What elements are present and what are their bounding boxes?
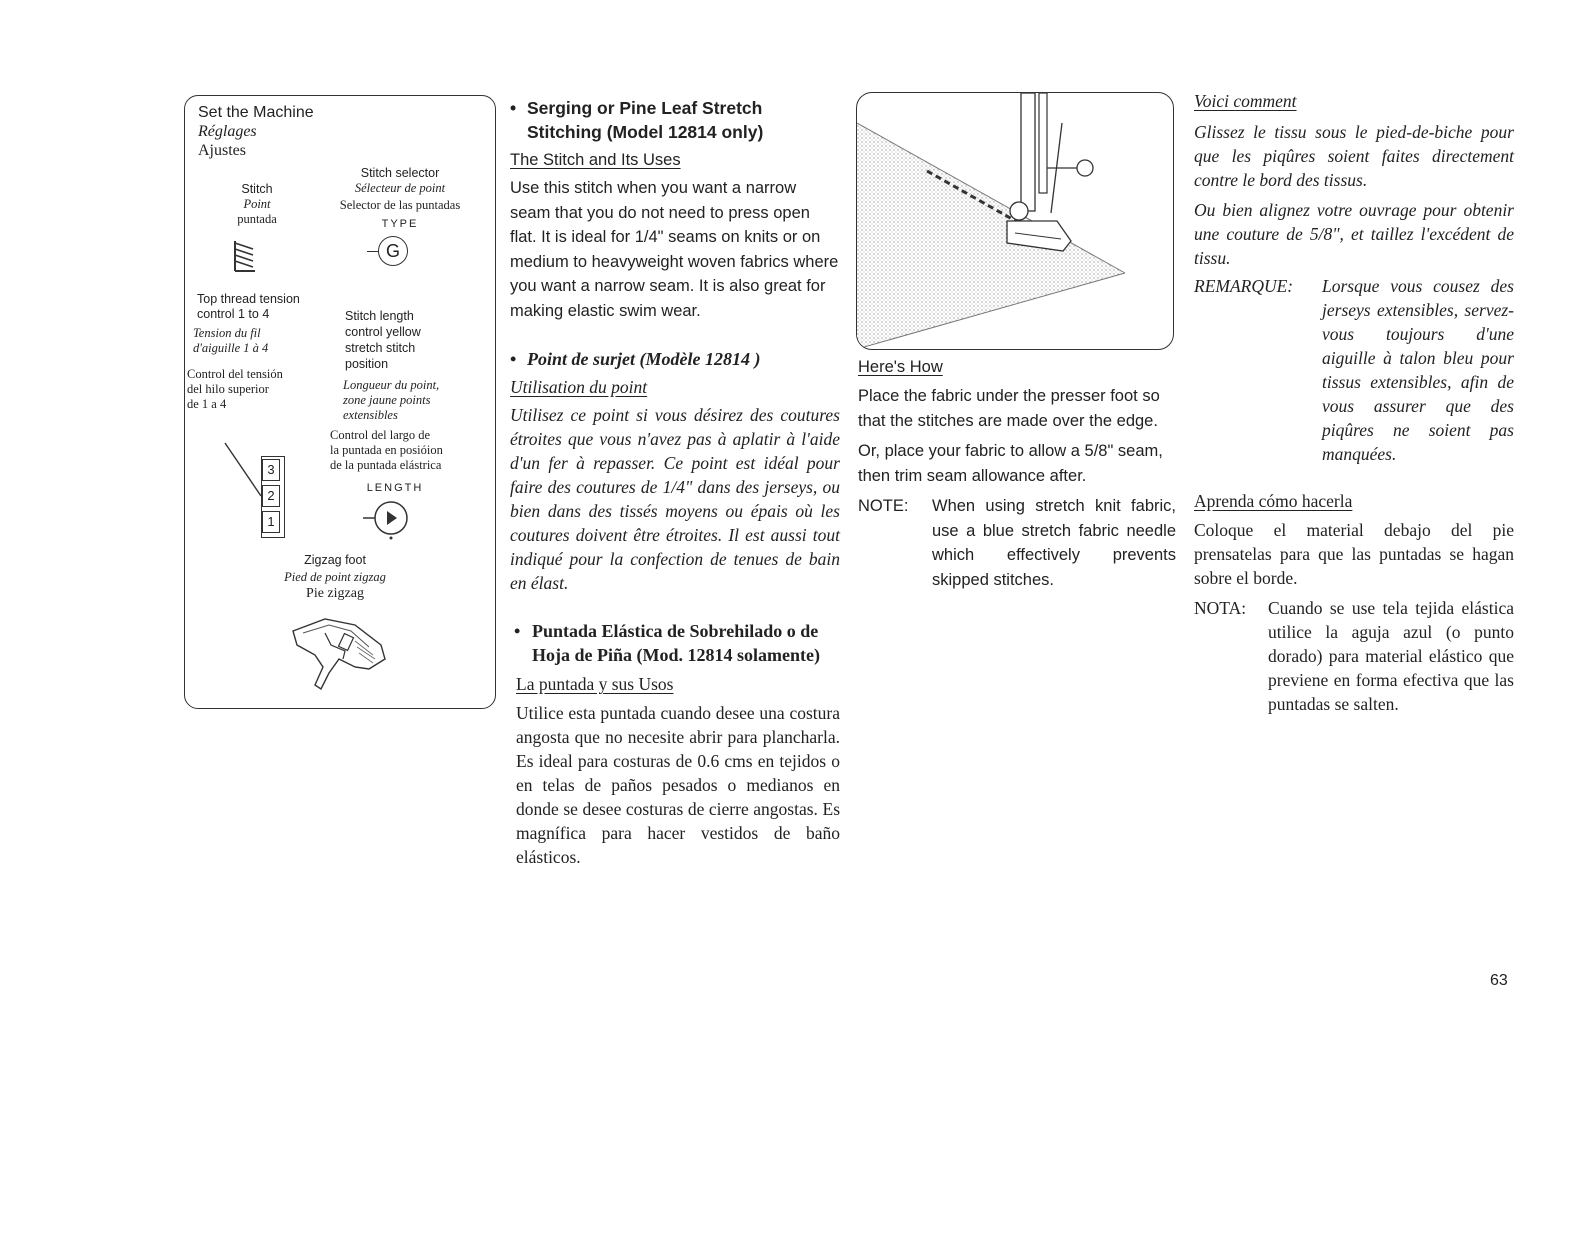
tension-dial-2: 2 (262, 485, 280, 507)
body-en: Use this stitch when you want a narrow seam that you do not need to press open flat. It is ideal for 1/4" seams on knits or on medium to heavyweight woven fabrics where you want a narrow seam. It is also great for making elastic swim wear. (510, 179, 839, 320)
length-label: LENGTH (366, 482, 424, 494)
set-machine-title-es: Ajustes (198, 142, 246, 159)
selector-label-en: Stitch selector (360, 166, 440, 180)
voici-comment-p1: Glissez le tissu sous le pied-de-biche pour que les piqûres soient faites directement contre le bord des tissus. (1194, 122, 1514, 190)
length-label-en-3: stretch stitch (345, 341, 416, 355)
remarque-note (1194, 274, 1514, 466)
stitch-uses-column (510, 96, 840, 869)
set-machine-title: Set the Machine (198, 104, 314, 121)
fabric-under-foot-illustration (857, 93, 1173, 349)
length-label-fr-1: Longueur du point, (343, 378, 440, 392)
heading-fr-text: Point de surjet (Modèle 12814 ) (527, 349, 761, 369)
stretch-stitch-symbol-icon (231, 239, 261, 273)
heres-how-p2: Or, place your fabric to allow a 5/8" seam, then trim seam allowance after. (858, 442, 1163, 485)
body-es: Utilice esta puntada cuando desee una costura angosta que no necesite abrir para plancharla. Es ideal para costuras de 0.6 cms en tejidos o en telas de paños pesados o medianos en donde se desee costuras de cierre angostas. Es magnífica para hacer vestidos de baño elásticos. (516, 703, 840, 867)
heading-es-line-1: Puntada Elástica de Sobrehilado o de (532, 621, 819, 641)
voici-comment-heading: Voici comment (1194, 91, 1297, 111)
remarque-text: Lorsque vous cousez des jerseys extensibles, servez-vous toujours d'une aiguille à talon bleu pour tissus extensibles, afin de vous assurer que des piqûres ne soient pas manquées. (1322, 276, 1514, 464)
tension-dial (261, 456, 285, 538)
tension-label-fr-1: Tension du fil (193, 326, 261, 340)
tension-label-es-3: de 1 a 4 (187, 397, 227, 411)
nota-text: Cuando se use tela tejida elástica utilice la aguja azul (o punto dorado) para material elástico que previene en forma efectiva que las puntadas se salten. (1268, 598, 1514, 714)
subheading-fr: Utilisation du point (510, 377, 648, 397)
heading-en-line-2: Stitching (Model 12814 only) (527, 122, 764, 142)
length-label-es-2: la puntada en posióion (330, 443, 443, 457)
aprenda-heading: Aprenda cómo hacerla (1194, 491, 1353, 511)
note-text: When using stretch knit fabric, use a blue stretch fabric needle which effectively prevents skipped stitches. (932, 497, 1176, 589)
heading-fr (510, 347, 840, 371)
tension-label-es-2: del hilo superior (187, 382, 269, 396)
tension-label-en-2: control 1 to 4 (197, 307, 270, 321)
remarque-label: REMARQUE: (1194, 276, 1294, 296)
heading-en (510, 96, 840, 144)
length-label-fr-2: zone jaune points (343, 393, 431, 407)
set-machine-title-fr: Réglages (198, 123, 257, 140)
nota-label: NOTA: (1194, 598, 1247, 618)
selector-dial-value: G (385, 241, 400, 261)
zigzag-foot-icon (285, 611, 395, 691)
subheading-en: The Stitch and Its Uses (510, 151, 681, 169)
subheading-es: La puntada y sus Usos (516, 674, 674, 694)
tension-label-es-1: Control del tensión (187, 367, 283, 381)
heres-how-column (858, 356, 1176, 592)
length-label-es-1: Control del largo de (330, 428, 431, 442)
body-fr: Utilisez ce point si vous désirez des coutures étroites que vous n'avez pas à aplatir à l'aide d'un fer à repasser. Ce point est idéal pour faire des coutures de 1/4" dans des jerseys, ou bien dans des tissés moyens ou épais où les coutures doivent être étroites. Il est aussi tout indiqué pour la confection de tenues de bain en élast. (510, 405, 840, 593)
tension-label-fr-2: d'aiguille 1 à 4 (193, 341, 269, 355)
aprenda-p1: Coloque el material debajo del pie prensatelas para que las puntadas se hagan sobre el borde. (1194, 520, 1514, 588)
note-label: NOTE: (858, 497, 909, 515)
length-label-en-1: Stitch length (345, 309, 414, 323)
length-label-fr-3: extensibles (343, 408, 398, 422)
length-label-es-3: de la puntada elástrica (330, 458, 442, 472)
length-label-en-4: position (345, 357, 389, 371)
heres-how-p1: Place the fabric under the presser foot so that the stitches are made over the edge. (858, 387, 1160, 430)
stitch-selector-dial (378, 236, 408, 266)
how-fr-es-column (1194, 90, 1514, 716)
heading-es (510, 619, 840, 667)
selector-label-es: Selector de las puntadas (339, 198, 461, 212)
selector-label-fr: Sélecteur de point (354, 181, 446, 195)
stitch-label-en: Stitch (241, 182, 273, 196)
voici-comment-p2: Ou bien alignez votre ouvrage pour obtenir une couture de 5/8", et taillez l'excédent de tissu. (1194, 200, 1514, 268)
selector-pointer (367, 251, 378, 252)
bullet-icon: • (510, 98, 517, 118)
stitch-label-fr: Point (243, 197, 271, 211)
stitch-label-es: puntada (237, 212, 277, 226)
foot-label-fr: Pied de point zigzag (284, 570, 386, 584)
tension-dial-1: 1 (262, 511, 280, 533)
heres-how-heading: Here's How (858, 358, 943, 376)
length-dial-icon (361, 498, 425, 542)
set-machine-panel (184, 95, 496, 709)
length-label-en-2: control yellow (345, 325, 421, 339)
type-label: TYPE (381, 218, 419, 230)
heres-how-note (858, 494, 1176, 592)
page-number: 63 (1490, 972, 1508, 989)
bullet-icon: • (510, 349, 517, 369)
presser-foot-illustration (856, 92, 1174, 350)
heading-es-line-2: Hoja de Piña (Mod. 12814 solamente) (532, 645, 820, 665)
tension-label-en-1: Top thread tension (197, 292, 300, 306)
nota-note (1194, 596, 1514, 716)
heading-en-line-1: Serging or Pine Leaf Stretch (527, 98, 763, 118)
foot-label-es: Pie zigzag (306, 586, 364, 601)
foot-label-en: Zigzag foot (304, 553, 366, 567)
tension-dial-3: 3 (262, 459, 280, 481)
bullet-icon: • (514, 621, 521, 641)
